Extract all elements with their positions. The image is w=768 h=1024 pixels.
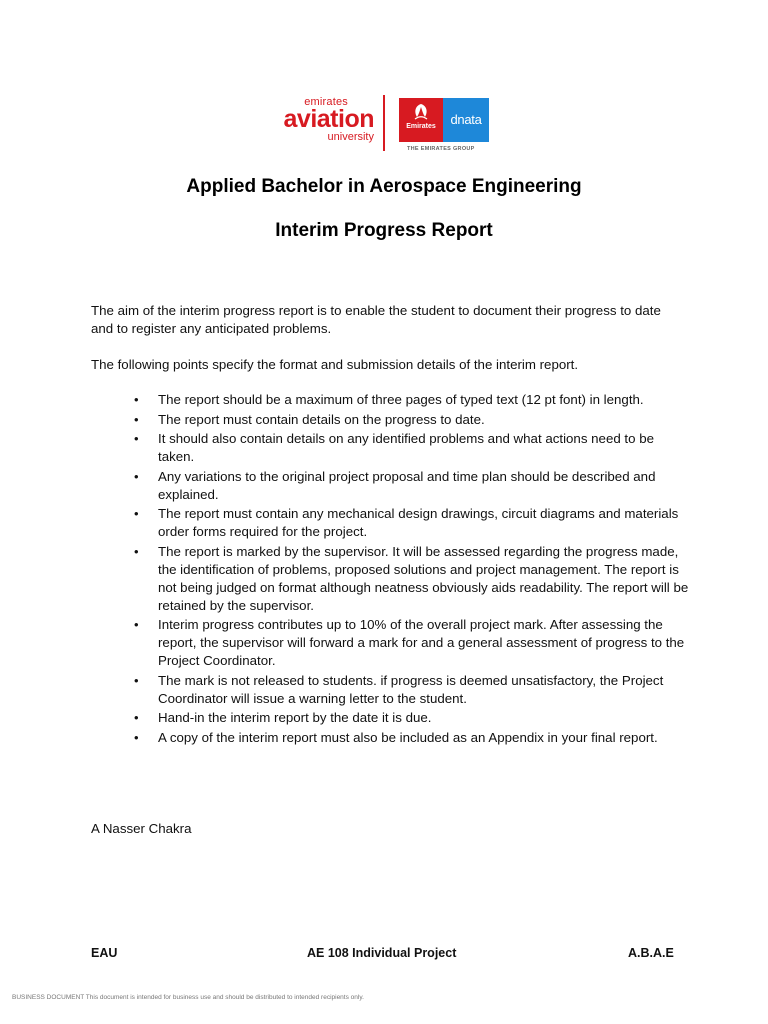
eau-wordmark-line3: university bbox=[327, 131, 374, 143]
eau-wordmark-line1: emirates bbox=[304, 96, 348, 108]
report-title: Interim Progress Report bbox=[275, 220, 493, 241]
list-item-text: The report must contain any mechanical design drawings, circuit diagrams and materials order forms required for the project. bbox=[158, 506, 679, 539]
emirates-logo-box bbox=[399, 98, 443, 142]
group-label: THE EMIRATES GROUP bbox=[407, 146, 475, 152]
list-item bbox=[91, 411, 691, 429]
list-item-text: Interim progress contributes up to 10% of the overall project mark. After assessing the report, the supervisor will forward a mark for and a general assessment of progress to the Project Coordinator. bbox=[158, 617, 685, 668]
list-item bbox=[91, 672, 691, 708]
bullet-icon: • bbox=[134, 729, 139, 745]
bullet-icon: • bbox=[134, 468, 139, 484]
bullet-icon: • bbox=[134, 506, 139, 521]
bullet-icon: • bbox=[134, 392, 139, 407]
eau-wordmark bbox=[276, 97, 374, 143]
logo-divider bbox=[383, 95, 385, 151]
program-title: Applied Bachelor in Aerospace Engineering bbox=[186, 176, 582, 197]
list-item-text: The mark is not released to students. if progress is deemed unsatisfactory, the Project Coordinator will issue a warning letter to the student. bbox=[158, 672, 664, 706]
footer-right: A.B.A.E bbox=[628, 946, 674, 960]
list-item-text: The report is marked by the supervisor. It will be assessed regarding the progress made, the identification of problems, proposed solutions and project management. The report is not being judged on format although neatness obviously aids readability. The report will be retained by the supervisor. bbox=[158, 543, 689, 613]
list-item bbox=[91, 468, 691, 504]
list-item bbox=[91, 729, 691, 747]
list-item bbox=[91, 391, 691, 409]
lead-in-paragraph: The following points specify the format and submission details of the interim report. bbox=[91, 357, 579, 372]
dnata-logo-box bbox=[443, 98, 489, 142]
footer-left: EAU bbox=[91, 946, 118, 960]
bullet-icon: • bbox=[134, 710, 139, 725]
list-item-text: The report should be a maximum of three pages of typed text (12 pt font) in length. bbox=[158, 392, 644, 407]
footer-center: AE 108 Individual Project bbox=[307, 946, 457, 960]
bullet-icon: • bbox=[134, 431, 139, 446]
logo bbox=[276, 95, 492, 157]
fine-print: BUSINESS DOCUMENT This document is intended for business use and should be distributed to intended recipients only. bbox=[12, 994, 364, 1001]
signature-name: A Nasser Chakra bbox=[91, 821, 192, 836]
dnata-label: dnata bbox=[450, 112, 482, 127]
list-item bbox=[91, 616, 691, 670]
requirements-list bbox=[91, 391, 691, 748]
list-item-text: A copy of the interim report must also be included as an Appendix in your final report. bbox=[158, 729, 658, 745]
list-item-text: Any variations to the original project proposal and time plan should be described and explained. bbox=[158, 468, 656, 502]
eau-wordmark-line2: aviation bbox=[283, 105, 374, 133]
emirates-label: Emirates bbox=[406, 123, 436, 130]
list-item bbox=[91, 543, 691, 615]
bullet-icon: • bbox=[134, 617, 139, 632]
bullet-icon: • bbox=[134, 411, 139, 427]
list-item-text: It should also contain details on any identified problems and what actions need to be taken. bbox=[158, 431, 655, 464]
list-item-text: The report must contain details on the progress to date. bbox=[158, 411, 485, 427]
emirates-emblem-icon bbox=[411, 103, 431, 121]
bullet-icon: • bbox=[134, 543, 139, 559]
list-item bbox=[91, 709, 691, 727]
list-item bbox=[91, 505, 691, 541]
list-item-text: Hand-in the interim report by the date it is due. bbox=[158, 710, 432, 725]
bullet-icon: • bbox=[134, 672, 139, 688]
intro-paragraph: The aim of the interim progress report is to enable the student to document their progress to date and to register any anticipated problems. bbox=[91, 303, 661, 336]
list-item bbox=[91, 430, 691, 466]
